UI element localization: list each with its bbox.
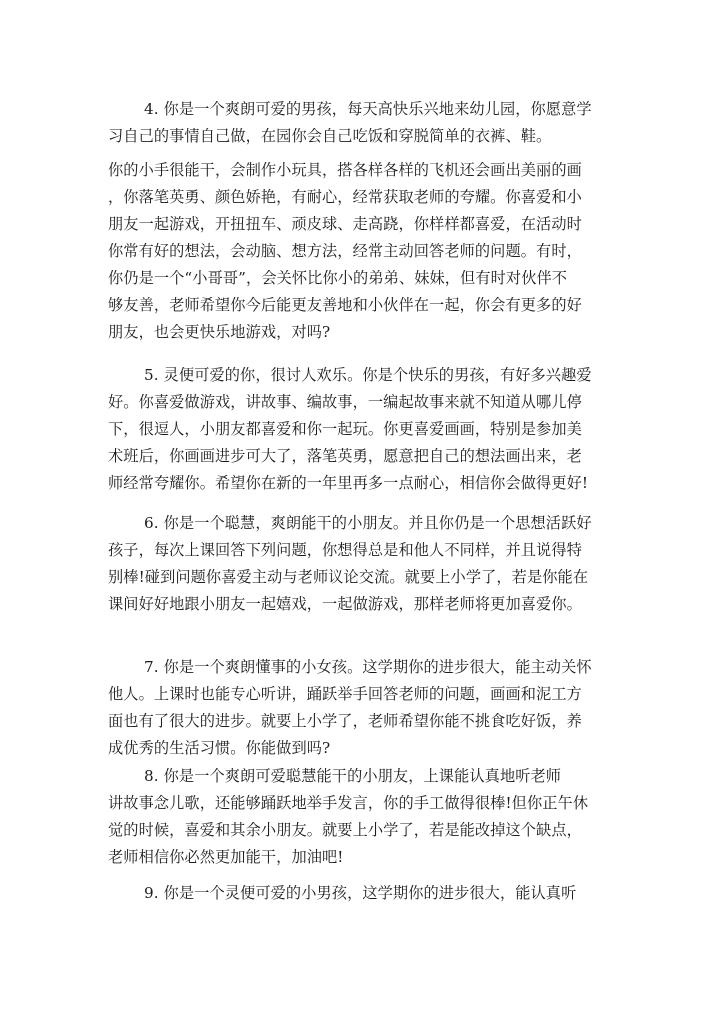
paragraph-comment-7 (108, 654, 614, 762)
text-line: 面也有了很大的进步。就要上小学了，老师希望你能不挑食吃好饭，养 (108, 712, 582, 730)
paragraph-comment-8 (108, 763, 614, 871)
text-line: 朋友一起游戏，开扭扭车、顽皮球、走高跷，你样样都喜爱，在活动时 (108, 215, 582, 233)
text-line: 孩子，每次上课回答下列问题，你想得总是和他人不同样，并且说得特 (108, 541, 582, 559)
text-line: 朋友，也会更快乐地游戏，对吗? (108, 323, 331, 341)
text-line: 师经常夸耀你。希望你在新的一年里再多一点耐心，相信你会做得更好! (108, 474, 589, 492)
text-line: 讲故事念儿歌，还能够踊跃地举手发言，你的手工做得很棒!但你正午休 (108, 794, 589, 812)
paragraph-comment-6 (108, 510, 614, 618)
text-line: 课间好好地跟小朋友一起嬉戏，一起做游戏，那样老师将更加喜爱你。 (108, 595, 582, 613)
text-line: 你仍是一个“小哥哥”，会关怀比你小的弟弟、妹妹，但有时对伙伴不 (108, 269, 568, 287)
text-line: 别棒!碰到问题你喜爱主动与老师议论交流。就要上小学了，若是你能在 (108, 568, 589, 586)
text-line: 你常有好的想法，会动脑、想方法，经常主动回答老师的问题。有时， (108, 242, 582, 260)
text-line: 9. 你是一个灵便可爱的小男孩，这学期你的进步很大，能认真听 (144, 884, 577, 902)
paragraph-comment-4-body (108, 157, 614, 346)
text-line: 好。你喜爱做游戏，讲故事、编故事，一编起故事来就不知道从哪儿停 (108, 393, 582, 411)
text-line: 老师相信你必然更加能干，加油吧! (108, 848, 344, 866)
text-line: 4. 你是一个爽朗可爱的男孩，每天高快乐兴地来幼儿园，你愿意学 (144, 100, 592, 118)
text-line: 6. 你是一个聪慧，爽朗能干的小朋友。并且你仍是一个思想活跃好 (144, 514, 592, 532)
text-line: 7. 你是一个爽朗懂事的小女孩。这学期你的进步很大，能主动关怀 (144, 658, 592, 676)
text-line: 习自己的事情自己做，在园你会自己吃饭和穿脱简单的衣裤、鞋。 (108, 127, 552, 145)
text-line: 下，很逗人，小朋友都喜爱和你一起玩。你更喜爱画画，特别是参加美 (108, 420, 582, 438)
text-line: 术班后，你画画进步可大了，落笔英勇，愿意把自己的想法画出来，老 (108, 447, 582, 465)
text-line: 觉的时候，喜爱和其余小朋友。就要上小学了，若是能改掉这个缺点， (108, 821, 582, 839)
text-line: ，你落笔英勇、颜色娇艳，有耐心，经常获取老师的夸耀。你喜爱和小 (108, 188, 582, 206)
text-line: 你的小手很能干，会制作小玩具，搭各样各样的飞机还会画出美丽的画 (108, 161, 582, 179)
text-line: 8. 你是一个爽朗可爱聪慧能干的小朋友，上课能认真地听老师 (144, 767, 562, 785)
paragraph-comment-5 (108, 362, 614, 497)
paragraph-comment-4-intro (108, 96, 614, 150)
text-line: 5. 灵便可爱的你，很讨人欢乐。你是个快乐的男孩，有好多兴趣爱 (144, 366, 592, 384)
text-line: 够友善，老师希望你今后能更友善地和小伙伴在一起，你会有更多的好 (108, 296, 582, 314)
text-line: 成优秀的生活习惯。你能做到吗? (108, 739, 331, 757)
text-line: 他人。上课时也能专心听讲，踊跃举手回答老师的问题，画画和泥工方 (108, 685, 582, 703)
paragraph-comment-9 (108, 880, 614, 907)
